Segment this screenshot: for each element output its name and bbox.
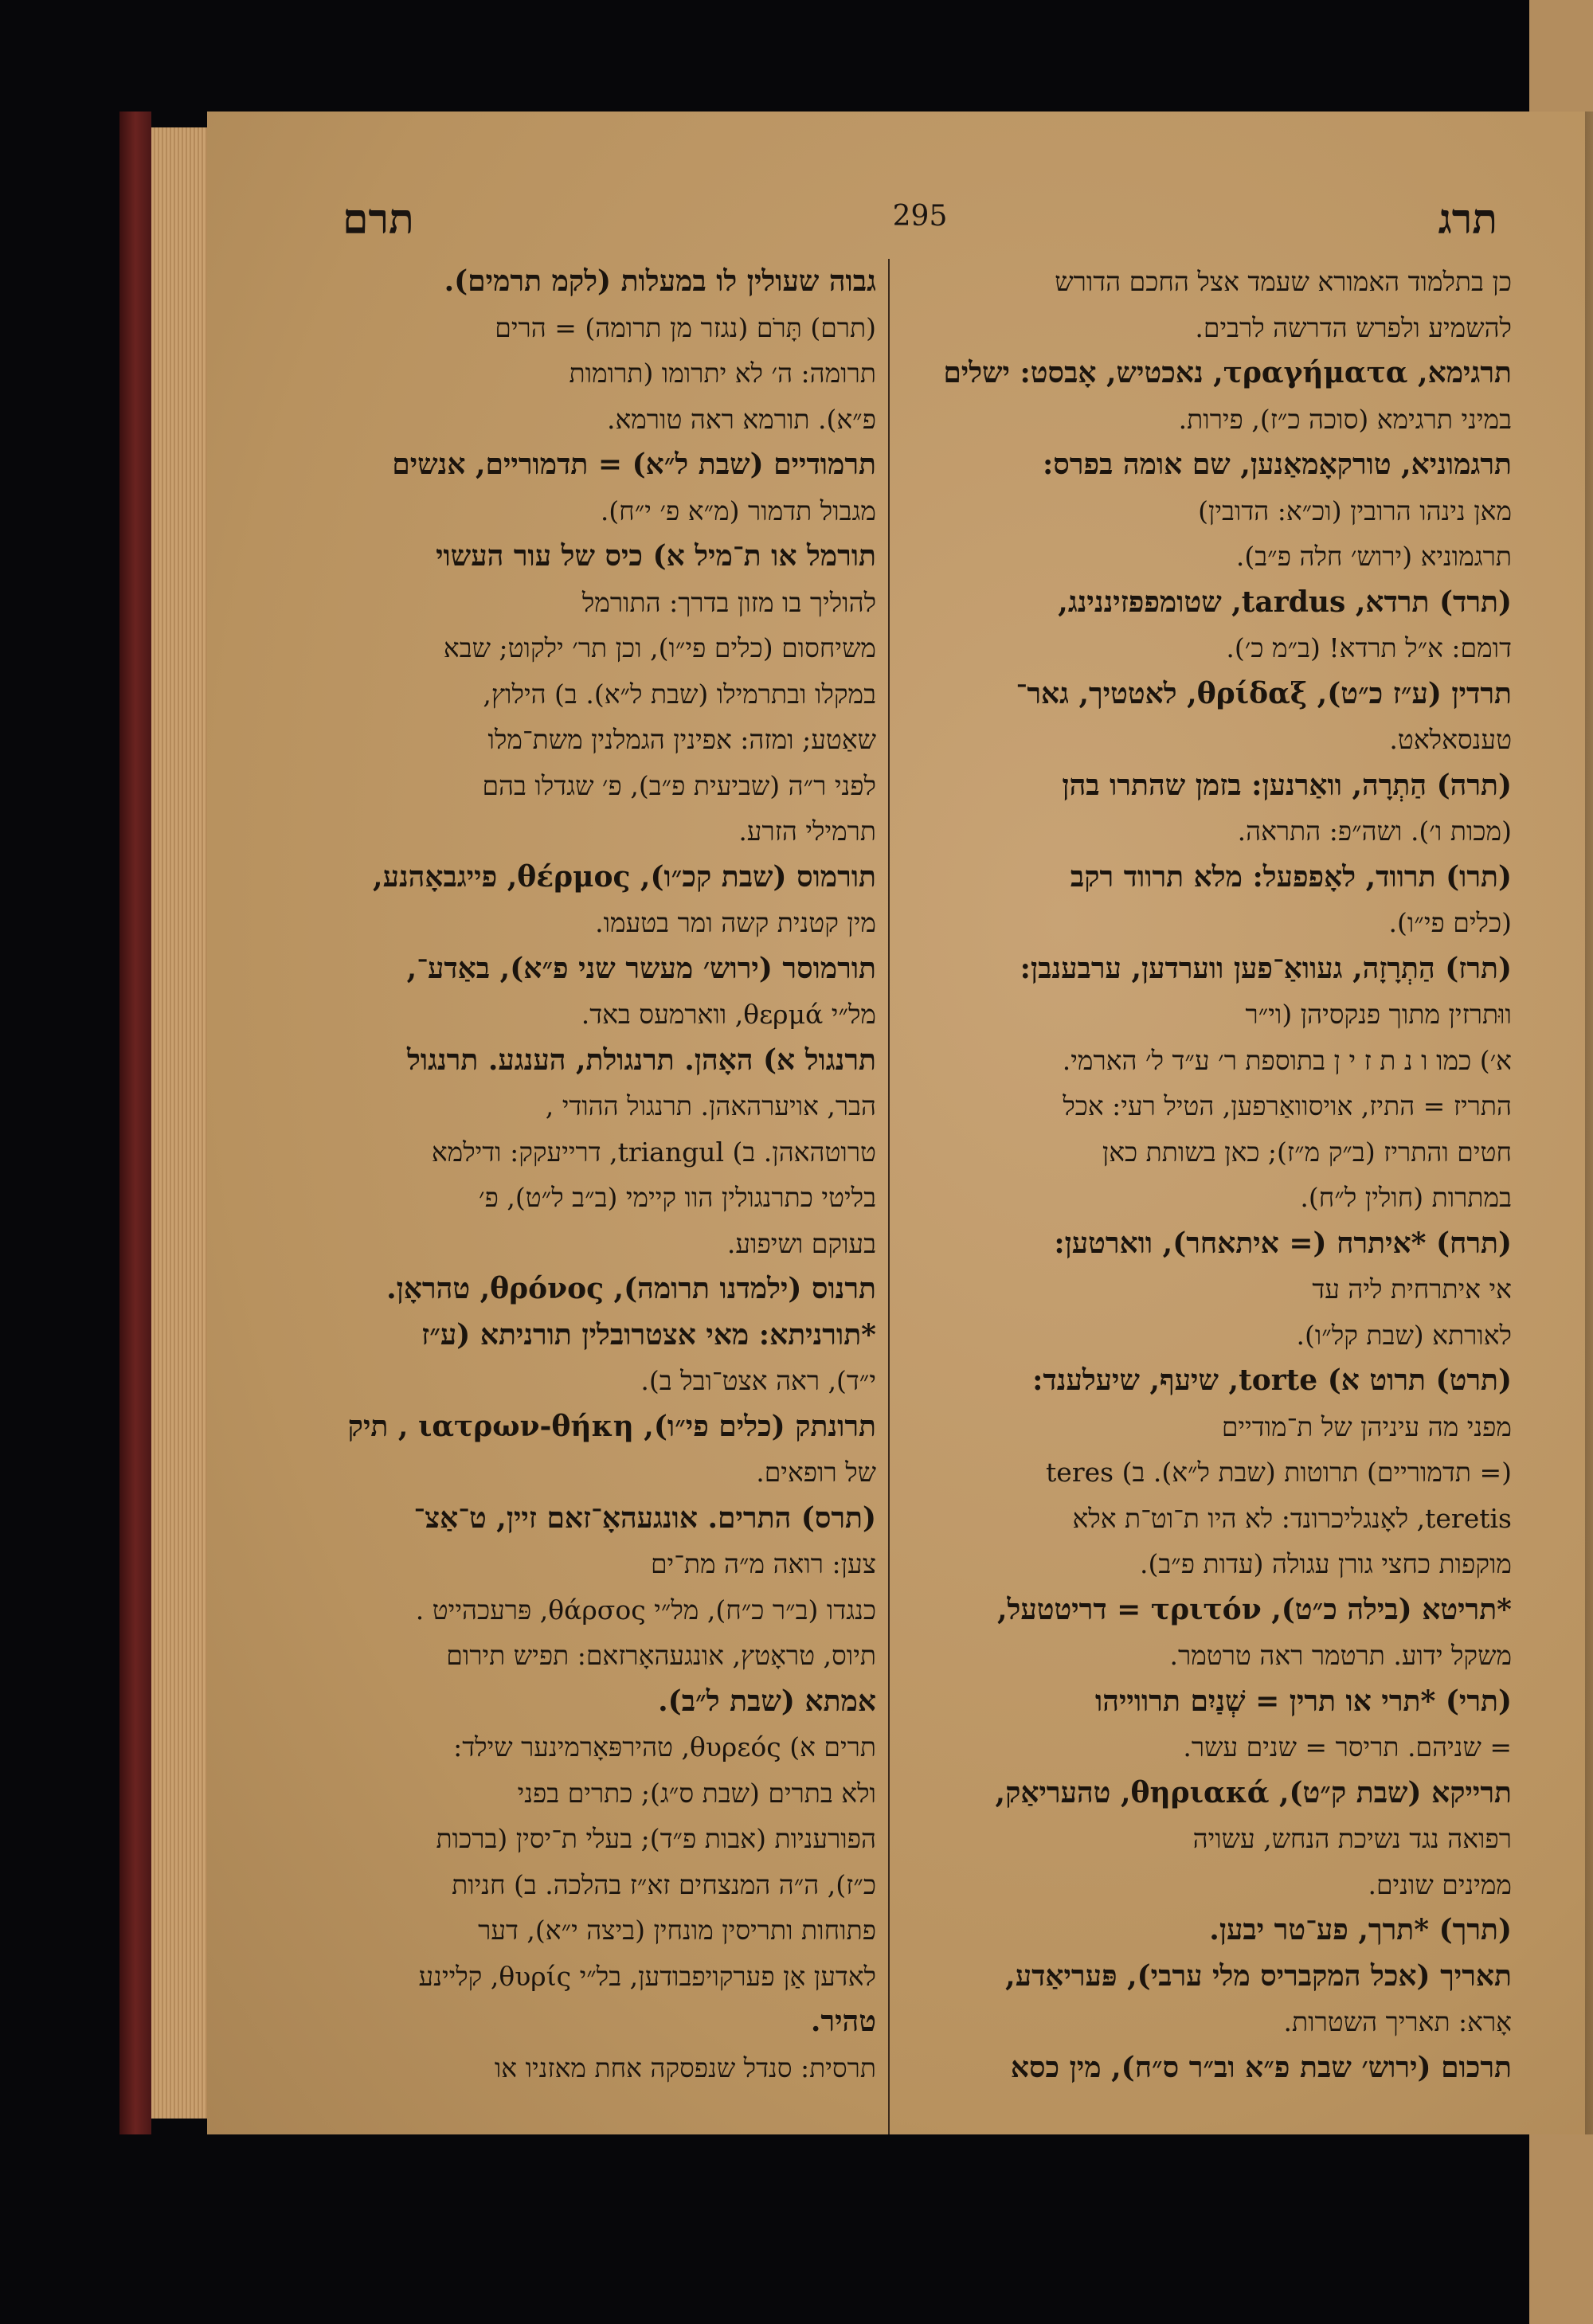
text-line: תרסית: סנדל שנפסקה אחת מאזניו או — [494, 2052, 876, 2083]
text-line: לאדען אַן פערקויפבודען, בל״י θυρίς, קליינע — [418, 1960, 876, 1992]
text-line: גבוה שעולין לו במעלות (לקמ תרמים). — [444, 264, 876, 298]
text-line: תרנגול א) האָהן. תרנגולת, הענגע. תרנגול — [407, 1043, 876, 1077]
column-divider — [888, 259, 890, 2134]
text-line: אָרא: תאריך השטרות. — [1283, 2006, 1512, 2037]
text-line: שאַטע; ומזה: אפינין הגמלנין משת־מלו — [487, 724, 876, 755]
text-line: צען: רואה מ״ה מת־ים — [650, 1548, 876, 1579]
text-line: להוליך בו מזון בדרך: התורמל — [581, 586, 876, 618]
text-line: במיני תרגימא (סוכה כ״ז), פירות. — [1178, 403, 1512, 435]
page-header — [342, 195, 1497, 251]
text-line: (תרך) *תרך, פע־טר יבען. — [1209, 1913, 1512, 1946]
text-line: מגבול תדמור (מ״א פ׳ י״ח). — [600, 495, 876, 526]
text-line: הפורעניות (אבות פ״ד); בעלי ת־יסין (ברכות — [436, 1823, 876, 1854]
text-line: תרמודיים (שבת ל״א) = תדמוריים, אנשים — [392, 448, 876, 481]
text-line: *תורניתא: מאי אצטרובלין תורניתא (ע״ז — [421, 1317, 876, 1352]
text-line: תאריך (אכל המקבריס מלי ערבי), פּעריאַדע, — [1005, 1958, 1512, 1993]
text-line: משיחסום (כלים פי״ו), וכן תר׳ ילקוט; שבא — [443, 632, 876, 663]
text-line: אמתא (שבת ל״ב). — [658, 1684, 876, 1718]
book — [119, 112, 1593, 2134]
text-line: תורמוס (שבת קכ״ו), θέρμος, פייגבאָהנע, — [373, 859, 876, 894]
text-line: ווּתרזין מתוך פנקסיהן (וי״ר — [1245, 999, 1512, 1030]
text-line: (תרט) תרוט א) torte, שיעף, שיעלענד: — [1032, 1363, 1512, 1397]
page-gutter — [1585, 112, 1593, 2134]
text-line: (= תדמוריים) תרוטות (שבת ל״א). ב) teres — [1046, 1457, 1512, 1488]
text-line: (תרז) הַתְרָזָה, געוואַ־פען ווערדען, ערבענבן: — [1020, 951, 1512, 985]
text-line: ממינים שונים. — [1368, 1868, 1512, 1900]
text-line: (תרד) תרדא, tardus, שטומפפזיננינג, — [1058, 585, 1512, 619]
text-line: לפני ר״ה (שביעית פ״ב), פ׳ שגדלו בהם — [482, 769, 876, 801]
text-line: חטים והתריז (ב״ק מ״ז); כאן בשותת כאן — [1102, 1136, 1512, 1168]
text-line: פ״א). תורמא ראה טורמא. — [606, 403, 876, 435]
dictionary-page — [207, 112, 1593, 2134]
text-line: תרנוס (ילמדנו תרומה), θρόνος, טהראָן. — [386, 1272, 876, 1305]
text-line: תורמוסר (ירוש׳ מעשר שני פ״א), באַדע־, — [406, 951, 876, 985]
text-line: לאורתא (שבת קל״ו). — [1296, 1319, 1512, 1351]
text-line: (תרו) תרווד, לאָפפעל: מלא תרווד רקב — [1070, 859, 1512, 894]
text-line: תרגימא, τραγήματα, נאכטיש, אָבסט: ישלים — [943, 356, 1512, 389]
text-line: אי איתרחית ליה עד — [1312, 1274, 1512, 1305]
text-line: תיוס, טראָטץ, אונגעהאָרזאם: תפיש תירום — [446, 1640, 876, 1671]
text-line: תרגמוניא (ירוש׳ חלה פ״ב). — [1235, 541, 1512, 572]
text-line: (תרח) *איתרח (= איתאחר), ווארטען: — [1054, 1226, 1512, 1260]
text-line: טהיר. — [810, 2005, 876, 2038]
text-line: (מכות ו׳). ושה״פ: התראה. — [1237, 816, 1512, 847]
text-line: תרגמוניא, טורקאָמאַנען, שם אומה בפרס: — [1043, 448, 1512, 481]
text-line: להשמיע ולפרש הדרשה לרבים. — [1195, 311, 1512, 343]
text-line: כן בתלמוד האמורא שעמד אצל החכם הדורש — [1055, 266, 1512, 297]
text-line: מפני מה עיניהן של ת־מודיים — [1221, 1410, 1512, 1442]
text-line: כנגדו (ב״ר כ״ח), מל״י θάρσος, פּרעכהייט . — [415, 1594, 876, 1626]
text-line: = שניהם. תריסר = שנים עשר. — [1183, 1731, 1512, 1763]
page-edges — [151, 127, 207, 2119]
text-line: מוקפות כחצי גורן עגולה (עדות פ״ב). — [1139, 1548, 1512, 1579]
text-line: הבר, אויערהאהן. תרנגול ההודי , — [545, 1090, 876, 1121]
text-line: בליטי כתרנגולין הוו קיימי (ב״ב ל״ט), פ׳ — [479, 1182, 876, 1213]
text-line: תרונתק (כלים פי״ו), ιατρων-θήκη , תיק — [347, 1409, 876, 1443]
text-line: (תרס) התרים. אונגעהאָ־זאם זיין, ט־אַצ־ — [413, 1500, 876, 1535]
left-column — [319, 259, 876, 2091]
header-right-word: תרג — [1438, 195, 1497, 244]
text-line: כ״ז), ה״ה המנצחים זא״ז בהלכה. ב) חניות — [452, 1868, 876, 1900]
text-line: תרייקא (שבת ק״ט), θηριακά, טהעריאַק, — [995, 1775, 1512, 1810]
text-line: (תרם) תָּרֹם (נגזר מן תרומה) = הרים — [495, 311, 876, 343]
text-line: ולא בתרים (שבת ס״ג); כתרים בפני — [517, 1777, 876, 1809]
text-line: מל״י θερμά, ווארמעס באד. — [581, 999, 876, 1030]
text-line: בעוקם ושיפוע. — [726, 1227, 876, 1259]
text-line: של רופאים. — [756, 1457, 876, 1488]
text-line: תורמל או ת־מיל א) כיס של עור העשוי — [436, 539, 876, 573]
right-column — [898, 259, 1512, 2091]
text-line: טרוטהאהן. ב) triangul, דרייעקק: ודילמא — [431, 1136, 876, 1168]
text-line: במתרות (חולין ל״ח). — [1300, 1182, 1512, 1213]
text-line: (תרי) *תרי או תרין = שְׁנַיִם תרווייהו — [1095, 1684, 1512, 1718]
text-line: (תרה) הַתְרָה, וואַרנען: בזמן שהתרו בהן — [1062, 768, 1512, 802]
text-line: מין קטנית קשה ומר בטעמו. — [595, 907, 876, 938]
header-left-word: תרם — [342, 195, 414, 244]
page-number: 295 — [892, 200, 948, 233]
text-line: תרכום (ירוש׳ שבת פ״א וב״ר ס״ח), מין כסא — [1010, 2050, 1512, 2084]
text-line: י״ד), ראה אצט־ובל ב). — [640, 1365, 876, 1396]
text-line: תרומה: ה׳ לא יתרומו (תרומות — [569, 358, 876, 389]
text-line: תרדין (ע״ז כ״ט), θρίδαξ, לאטטיך, גאר־ — [1016, 676, 1512, 710]
text-line: תרים א) θυρεός, טהירפּאָרמינער שילד: — [453, 1731, 876, 1763]
text-line: *תריטא (בילה כ״ט), τριτόν = דריטטעל, — [996, 1592, 1512, 1626]
text-line: רפואה נגד נשיכת הנחש, עשויה — [1192, 1823, 1512, 1854]
book-cover-edge — [119, 112, 151, 2134]
text-line: במקלו ובתרמילו (שבת ל״א). ב) הילוץ, — [483, 678, 876, 710]
text-line: פתוחות ותריסין מונחין (ביצה י״א), דער — [478, 1915, 876, 1946]
text-line: תרמילי הזרע. — [738, 816, 876, 847]
text-line: משקל ידוע. תרטמר ראה טרטמר. — [1169, 1640, 1512, 1671]
text-line: טענסאלאט. — [1389, 724, 1512, 755]
text-line: התריז = התיז, אויסוואַרפען, הטיל רעי: אכל — [1063, 1090, 1512, 1121]
text-line: מאן נינהו הרובין (וכ״א: הדובין) — [1198, 495, 1512, 526]
text-line: (כלים פי״ו). — [1388, 907, 1512, 938]
text-line: דומם: א״ל תרדא! (ב״מ כ׳). — [1226, 632, 1512, 663]
text-line: teretis, לאָנגליכרונד: לא היו ת־וט־ת אלא — [1072, 1502, 1512, 1534]
text-line: א׳) כמו ו נ ת ז י ן בתוספת ר׳ ע״ד ל׳ הארמי. — [1062, 1044, 1512, 1076]
